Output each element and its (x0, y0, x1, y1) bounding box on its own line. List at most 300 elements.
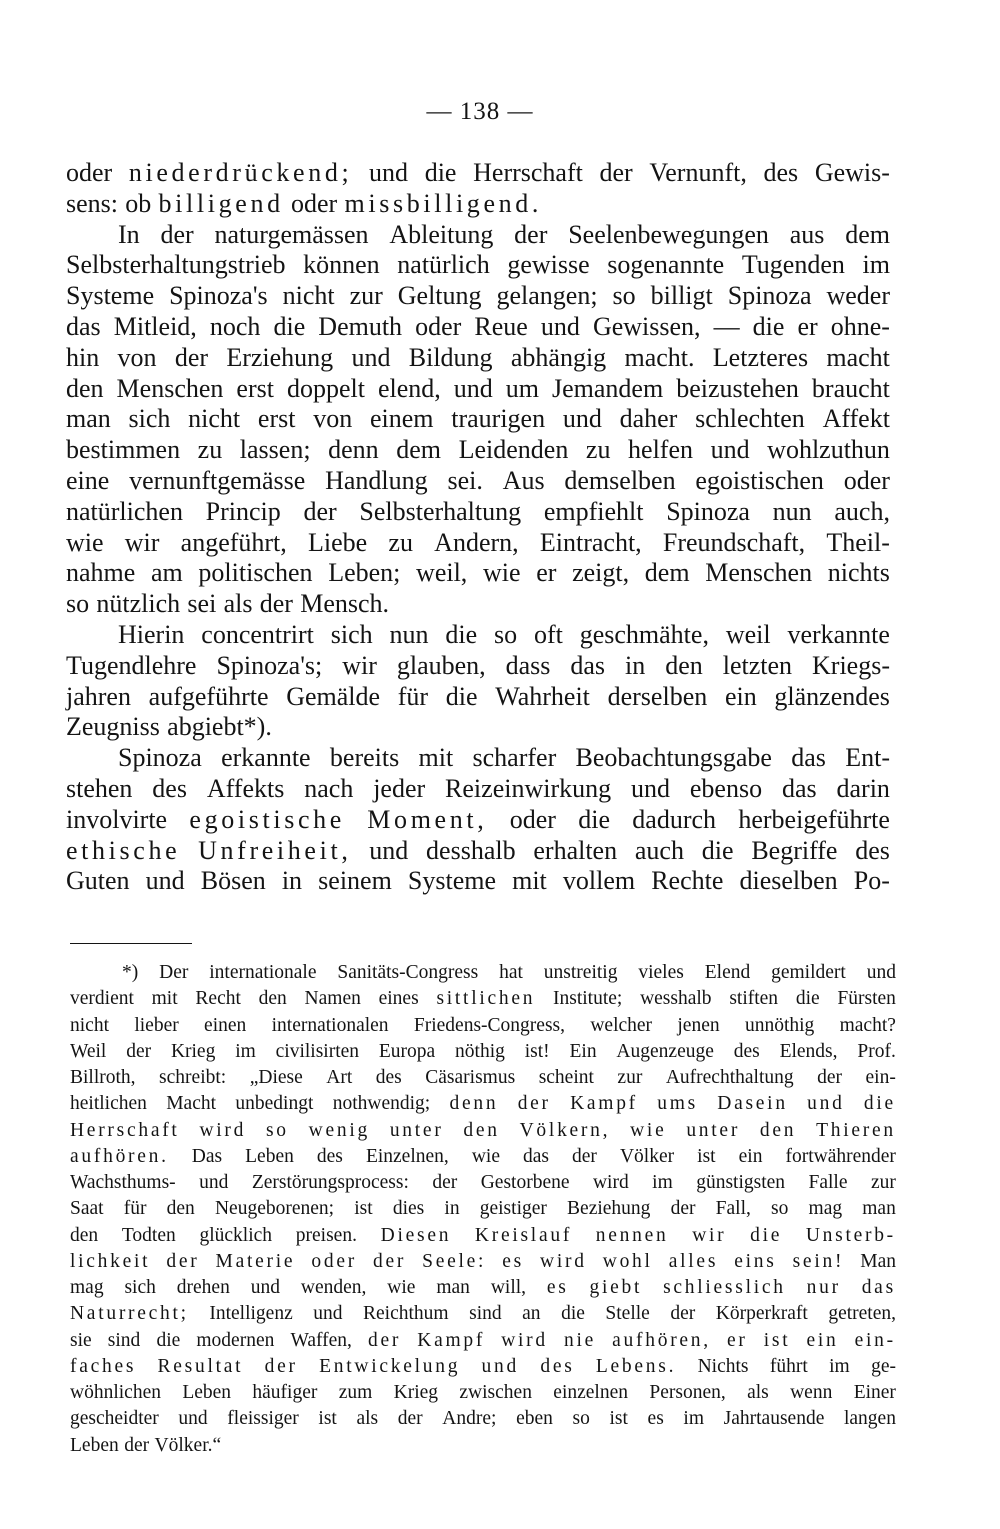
word: der (126, 1040, 152, 1062)
word: Menschen (705, 558, 813, 588)
word: ums (657, 1093, 698, 1115)
word: der (174, 342, 209, 372)
word: und (178, 1408, 208, 1430)
footnote (70, 960, 896, 1459)
word: des (855, 835, 890, 865)
word: dies (392, 1198, 425, 1220)
word: einzelnen (553, 1382, 629, 1403)
word: weil (725, 619, 771, 649)
word: Andre; (442, 1408, 497, 1430)
word: das (781, 773, 817, 803)
word: verkannte (787, 619, 890, 649)
word: das (791, 743, 826, 773)
word: die (156, 1329, 181, 1351)
text-line (66, 281, 890, 312)
word: sich (124, 1277, 156, 1298)
word: Bösen (200, 866, 266, 896)
word: unnöthig (744, 1014, 815, 1036)
word: das (861, 1277, 896, 1298)
word: und (250, 1277, 280, 1298)
word: Einzelnen, (365, 1145, 449, 1167)
word: zur (617, 1067, 643, 1088)
word: heitlichen (70, 1093, 147, 1115)
word: Andern, (434, 527, 519, 557)
word: oder (291, 188, 338, 218)
word: Nichts (697, 1355, 749, 1377)
text-line (66, 743, 890, 774)
word: eins (734, 1250, 777, 1272)
word: vollem (562, 866, 636, 896)
word: Affekt (822, 404, 890, 434)
word: Wahrheit (495, 681, 590, 711)
word: wird (199, 1119, 247, 1141)
word: des (375, 1067, 402, 1088)
word: Augenzeuge (616, 1040, 714, 1062)
word: Unfreiheit, (198, 835, 352, 865)
word: natürlich (397, 250, 490, 280)
word: Institute; (552, 988, 623, 1010)
word: getreten, (828, 1303, 896, 1325)
word: Man (860, 1250, 896, 1272)
word: Princip (205, 496, 281, 526)
word: hat (499, 962, 523, 983)
text-line (66, 589, 890, 620)
word: wie (471, 1145, 500, 1167)
word: wohl (602, 1250, 653, 1272)
word: und (145, 866, 185, 896)
word: eben (516, 1408, 553, 1430)
word: es (546, 1277, 569, 1298)
word: Kreislauf (474, 1224, 573, 1246)
word: Krieg (393, 1382, 439, 1403)
word: Vernunft, (649, 158, 747, 187)
word: nicht (188, 404, 241, 434)
word: ist (354, 1198, 373, 1220)
word: der (670, 1198, 696, 1220)
word: Jahrtausende (723, 1408, 825, 1430)
text-line (66, 712, 890, 743)
word: das (66, 311, 101, 341)
word: wie (482, 558, 521, 588)
word: als (747, 1382, 769, 1403)
page-number: — 138 — (426, 98, 534, 125)
word: an (522, 1303, 541, 1325)
word: missbilligend. (344, 188, 543, 218)
word: denn (328, 435, 379, 465)
word: stiften (729, 988, 779, 1010)
word: lieber (134, 1014, 179, 1036)
text-line (66, 866, 890, 897)
word: Unsterb- (805, 1224, 896, 1246)
word: Leben; (328, 558, 401, 588)
word: Resultat (157, 1355, 244, 1377)
word: schliesslich (663, 1277, 786, 1298)
word: Leidenden (458, 435, 569, 465)
word: am (150, 558, 183, 588)
word: involvirte (66, 804, 168, 834)
word: Tugenden (741, 250, 845, 280)
word: der (160, 219, 194, 249)
word: Einer (853, 1382, 896, 1403)
word: Entwickelung (319, 1355, 461, 1377)
word: jenen (677, 1014, 720, 1036)
text-line (66, 466, 890, 497)
word: Prof. (857, 1040, 896, 1062)
word: stehen (66, 773, 133, 803)
word: mag (70, 1277, 104, 1298)
word: Beziehung (567, 1198, 651, 1220)
word: unstreitig (543, 962, 618, 983)
word: Beobachtungsgabe (575, 743, 772, 773)
footnote-line (70, 960, 896, 986)
word: wir (342, 650, 377, 680)
word: oder (66, 158, 113, 187)
word: scheint (538, 1067, 594, 1088)
word: ein (724, 681, 757, 711)
word: nie (564, 1329, 597, 1351)
word: der (517, 1093, 551, 1115)
word: Letzteres (712, 342, 809, 372)
word: faches (70, 1355, 137, 1377)
word: weil, (416, 558, 468, 588)
word: desshalb (426, 835, 516, 865)
word: zum (338, 1382, 373, 1403)
word: angeführt, (180, 527, 287, 557)
word: im (829, 1355, 850, 1377)
word: internationale (209, 962, 317, 983)
word: Diesen (380, 1224, 452, 1246)
word: doppelt (286, 373, 365, 403)
word: mit (512, 866, 547, 896)
word: letzten (722, 650, 793, 680)
footnote-line (70, 1039, 896, 1065)
word: sind (469, 1303, 502, 1325)
word: niederdrückend; (128, 158, 353, 187)
word: welcher (590, 1014, 653, 1036)
word: giebt (589, 1277, 643, 1298)
word: elend, (377, 373, 441, 403)
word: häufiger (252, 1382, 318, 1403)
word: oder (311, 1250, 357, 1272)
word: Tugendlehre (66, 650, 197, 680)
word: *) (122, 962, 139, 983)
word: macht (826, 342, 890, 372)
word: nach (304, 773, 354, 803)
word: und (369, 835, 409, 865)
word: glänzendes (774, 681, 890, 711)
word: Zerstörungsprocess: (251, 1172, 409, 1193)
word: hin (66, 342, 100, 372)
word: darin (836, 773, 890, 803)
word: erhalten (533, 835, 618, 865)
word: Hierin (118, 619, 185, 649)
footnote-line (70, 1301, 896, 1327)
word: Fürsten (837, 988, 896, 1010)
text-line (66, 497, 890, 528)
word: des (316, 1145, 343, 1167)
word: in (444, 1198, 460, 1220)
word: als (223, 589, 253, 619)
word: nahme (66, 558, 136, 588)
word: seinem (318, 866, 392, 896)
word: der (259, 589, 293, 619)
word: das (570, 650, 606, 680)
word: wie (630, 1119, 667, 1141)
word: Personen, (649, 1382, 726, 1403)
word: es (502, 1250, 524, 1272)
word: Der (159, 962, 189, 983)
word: preisen. (295, 1224, 357, 1246)
word: ist (697, 1145, 716, 1167)
word: dieselben (739, 866, 838, 896)
word: Reizeinwirkung (445, 773, 612, 803)
word: so (493, 619, 518, 649)
word: Wachsthums- (70, 1172, 176, 1193)
word: Billroth, (70, 1067, 136, 1088)
word: ist (318, 1408, 337, 1430)
word: Körperkraft (715, 1303, 808, 1325)
word: verdient (70, 988, 134, 1010)
word: im (652, 1172, 673, 1193)
word: den (759, 1119, 797, 1141)
word: drehen (176, 1277, 230, 1298)
word: nicht (282, 281, 335, 311)
word: die (578, 804, 610, 834)
word: der (432, 1172, 458, 1193)
word: ebenso (689, 773, 763, 803)
word: im (683, 1408, 705, 1430)
word: die (561, 1303, 585, 1325)
word: dass (505, 650, 551, 680)
word: den (70, 1224, 99, 1246)
text-line (66, 805, 890, 836)
word: wird (540, 1250, 587, 1272)
word: aufhören, (612, 1329, 711, 1351)
word: Spinoza's (169, 281, 268, 311)
footnote-line (70, 1328, 896, 1354)
word: Neugeborenen; (214, 1198, 335, 1220)
word: Bildung (408, 342, 493, 372)
word: ge- (871, 1355, 896, 1377)
word: helfen (628, 435, 694, 465)
word: Kriegs- (812, 650, 890, 680)
word: abgiebt*). (167, 712, 272, 742)
word: den (665, 650, 703, 680)
word: Macht (166, 1093, 217, 1115)
word: wird (501, 1329, 548, 1351)
word: dem (845, 219, 890, 249)
word: empfiehlt (543, 496, 644, 526)
word: wesshalb (640, 988, 712, 1010)
word: von (313, 404, 353, 434)
word: in (281, 866, 303, 896)
word: ein (738, 1145, 763, 1167)
word: und (313, 1303, 343, 1325)
footnote-line (70, 1406, 896, 1432)
word: Art (326, 1067, 353, 1088)
word: unter (686, 1119, 741, 1141)
word: politischen (198, 558, 313, 588)
footnote-line (70, 986, 896, 1012)
word: der (397, 1408, 423, 1430)
word: macht. (624, 342, 695, 372)
word: die (445, 619, 478, 649)
word: fleissiger (227, 1408, 299, 1430)
word: langen (843, 1408, 896, 1430)
word: Stelle (605, 1303, 650, 1325)
word: civilisirten (275, 1040, 360, 1062)
word: Liebe (308, 527, 368, 557)
word: zwischen (459, 1382, 532, 1403)
word: Kampf (570, 1093, 638, 1115)
word: gelangen; (496, 281, 598, 311)
footnote-line (70, 1380, 896, 1406)
word: das (523, 1145, 549, 1167)
word: Weil (70, 1040, 107, 1062)
word: modernen (196, 1329, 275, 1351)
word: Mitleid, (113, 311, 197, 341)
word: — (713, 311, 740, 341)
word: Spinoza (118, 743, 202, 773)
word: Völkern, (519, 1119, 611, 1141)
main-text (66, 158, 890, 897)
footnote-line (70, 1249, 896, 1275)
word: Reue (474, 311, 528, 341)
word: natürlichen (66, 496, 183, 526)
word: wird (592, 1172, 629, 1193)
word: Eintracht, (539, 527, 642, 557)
word: Krieg (170, 1040, 216, 1062)
text-line (66, 189, 890, 220)
word: die (701, 835, 734, 865)
word: die (752, 311, 785, 341)
word: will, (490, 1277, 527, 1298)
word: gemildert (771, 962, 846, 983)
word: Theil- (826, 527, 890, 557)
word: aufgeführte (148, 681, 269, 711)
word: der (264, 1355, 298, 1377)
word: dadurch (632, 804, 717, 834)
word: sogenannte (607, 250, 725, 280)
word: einen (204, 1014, 247, 1036)
word: egoistische (189, 804, 345, 834)
word: oder (509, 804, 556, 834)
text-line (66, 312, 890, 343)
word: ethische (66, 835, 181, 865)
text-line (66, 158, 890, 189)
word: bereits (329, 743, 400, 773)
word: gescheidter (70, 1408, 159, 1430)
word: sei (187, 589, 217, 619)
word: des (152, 773, 187, 803)
word: die (424, 158, 457, 187)
word: Recht (195, 988, 241, 1010)
word: er (536, 558, 557, 588)
word: Leben (245, 1145, 294, 1167)
word: erst (236, 373, 274, 403)
word: der (817, 1067, 843, 1088)
word: des (540, 1355, 575, 1377)
word: und (562, 404, 602, 434)
word: denn (449, 1093, 499, 1115)
word: dem (396, 435, 442, 465)
word: die (750, 1224, 783, 1246)
text-line (66, 250, 890, 281)
text-line (66, 836, 890, 867)
word: ohne- (830, 311, 890, 341)
word: zu (388, 527, 413, 557)
word: der (514, 219, 548, 249)
word: Aufrechthaltung (665, 1067, 794, 1088)
footnote-line (70, 1223, 896, 1249)
word: wohlzuthun (767, 435, 890, 465)
word: können (303, 250, 380, 280)
word: geistiger (479, 1198, 547, 1220)
word: nicht (70, 1014, 109, 1036)
word: wie (66, 527, 104, 557)
word: Erziehung (226, 342, 334, 372)
word: nichts (827, 558, 890, 588)
word: dem (644, 558, 690, 588)
word: nun (389, 619, 429, 649)
word: glauben, (396, 650, 486, 680)
word: aufhören. (70, 1145, 169, 1167)
word: Spinoza (666, 496, 750, 526)
word: und (540, 311, 580, 341)
word: man (436, 1277, 470, 1298)
word: Leben (70, 1434, 119, 1456)
word: Thieren (816, 1119, 896, 1141)
word: weder (826, 281, 890, 311)
word: für (123, 1198, 147, 1220)
word: Geltung (397, 281, 482, 311)
word: wie (387, 1277, 416, 1298)
word: auch, (834, 496, 890, 526)
text-line (66, 435, 890, 466)
word: ein (806, 1329, 839, 1351)
word: Gemälde (286, 681, 381, 711)
word: sich (330, 619, 373, 649)
word: Demuth (318, 311, 403, 341)
word: internationalen (271, 1014, 389, 1036)
word: er (797, 311, 818, 341)
word: ist (763, 1329, 791, 1351)
word: billigt (650, 281, 713, 311)
word: aus (789, 219, 825, 249)
word: glücklich (199, 1224, 273, 1246)
word: zur (870, 1172, 896, 1193)
footnote-line (70, 1275, 896, 1301)
footnote-line (70, 1144, 896, 1170)
word: zur (349, 281, 383, 311)
word: Selbsterhaltung (359, 496, 522, 526)
word: Ein (569, 1040, 597, 1062)
word: mag (808, 1198, 843, 1220)
word: Namen (304, 988, 361, 1010)
word: Begriffe (751, 835, 838, 865)
word: nützlich (96, 589, 181, 619)
word: macht? (839, 1014, 896, 1036)
word: Herrschaft (70, 1119, 180, 1141)
word: die (863, 1093, 896, 1115)
word: noch (209, 311, 261, 341)
word: der (373, 1250, 407, 1272)
footnote-line (70, 1196, 896, 1222)
word: oder (843, 465, 890, 495)
word: der (124, 1434, 150, 1456)
word: günstigsten (696, 1172, 786, 1193)
word: der (368, 1329, 402, 1351)
